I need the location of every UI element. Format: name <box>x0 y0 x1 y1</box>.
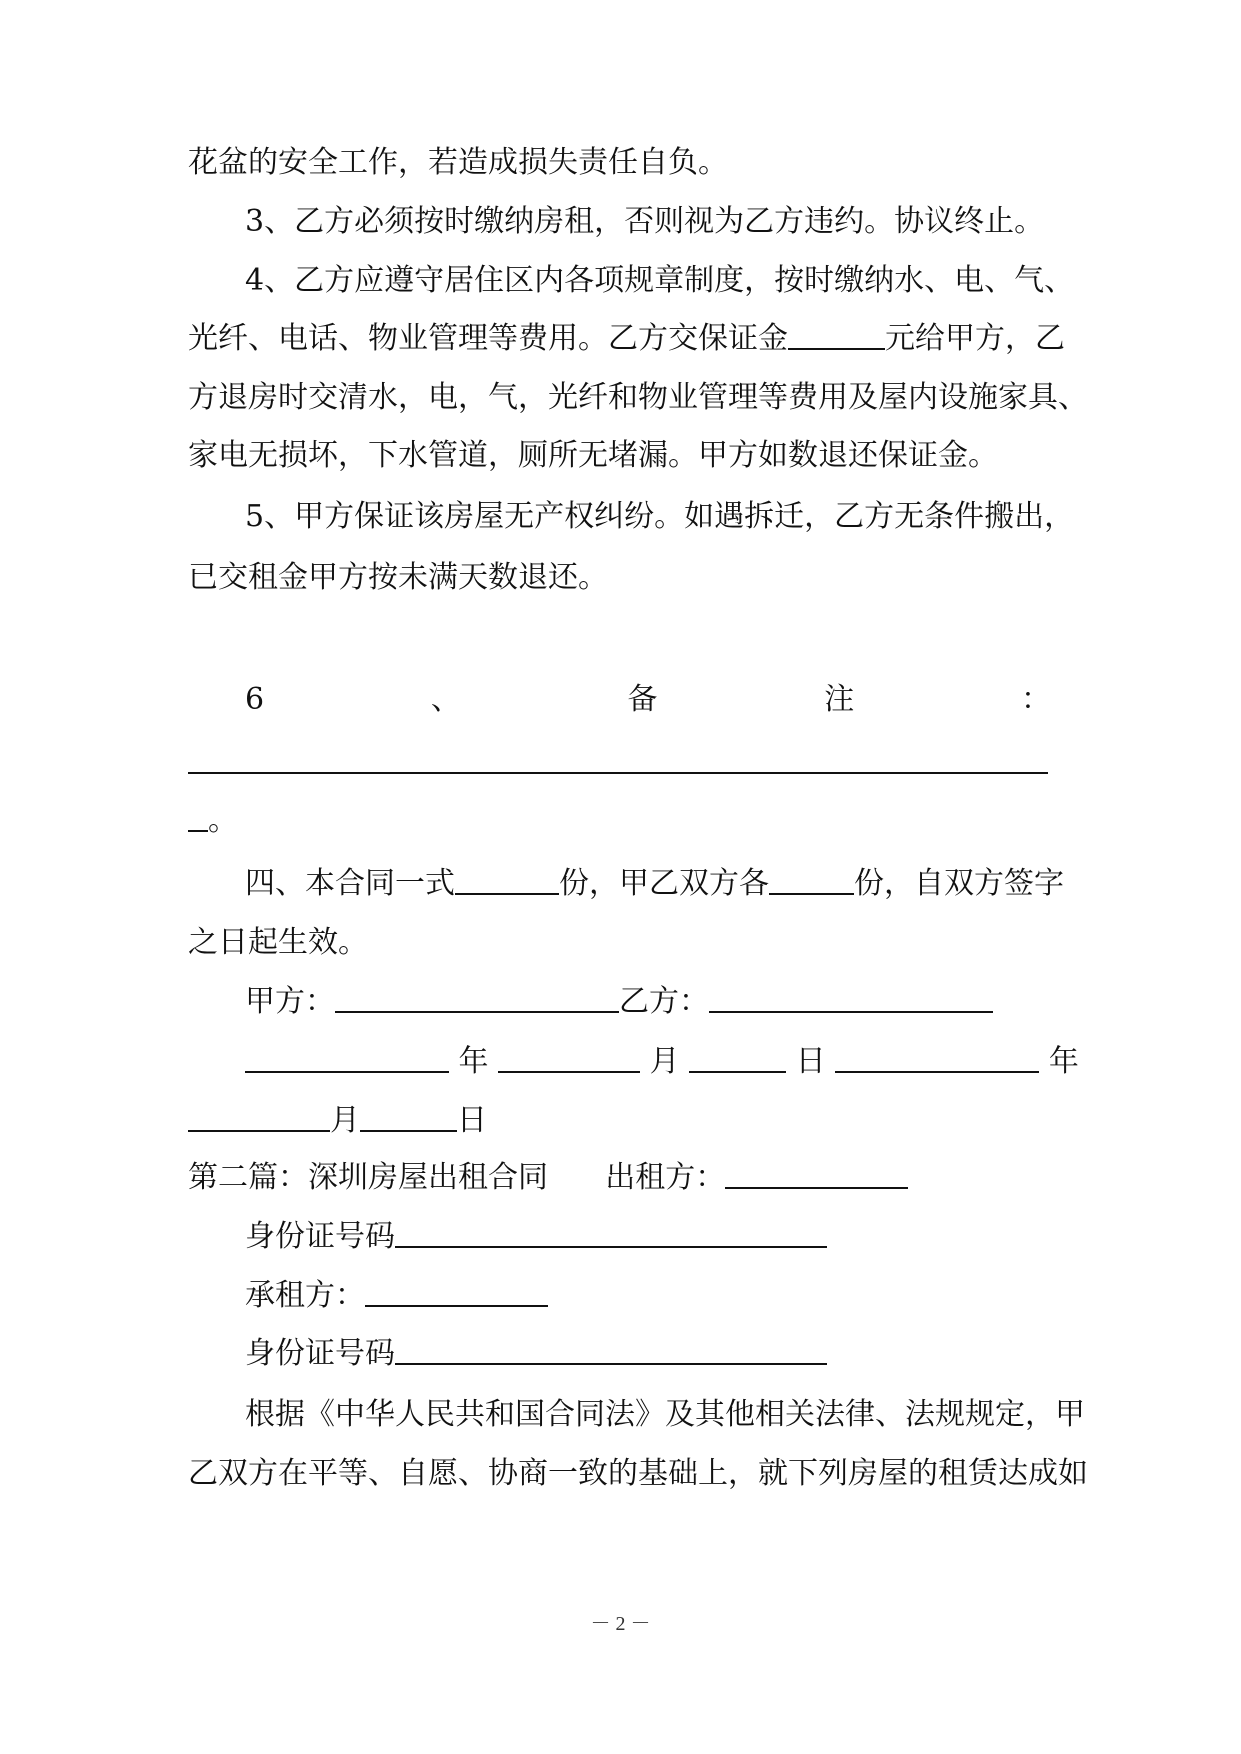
date-line <box>245 1038 1079 1086</box>
paragraph-line <box>188 315 1065 363</box>
copies-blank <box>455 892 559 895</box>
text: 乙方： <box>619 984 709 1019</box>
month-blank <box>498 1070 640 1073</box>
id-number-blank <box>395 1245 827 1248</box>
text: 出租方： <box>605 1160 726 1195</box>
day-blank <box>360 1129 457 1132</box>
paragraph-line <box>245 1213 1053 1261</box>
month-blank <box>188 1129 330 1132</box>
paragraph-line <box>188 797 1053 845</box>
paragraph-line <box>188 1450 1088 1498</box>
remarks-heading <box>245 676 1051 724</box>
text: 乙双方在平等、自愿、协商一致的基础上，就下列房屋的租赁达成如 <box>188 1456 1088 1491</box>
year-blank <box>245 1070 449 1073</box>
text: 身份证号码 <box>245 1336 395 1371</box>
section-title: 第二篇：深圳房屋出租合同 <box>188 1160 548 1195</box>
lessor-blank <box>725 1186 908 1189</box>
text: 四、本合同一式 <box>245 866 455 901</box>
copies-each-blank <box>769 892 854 895</box>
paragraph-line <box>245 1391 1085 1439</box>
text: 已交租金甲方按未满天数退还。 <box>188 560 608 595</box>
text: 6 <box>245 682 265 717</box>
text: 家电无损坏，下水管道，厕所无堵漏。甲方如数退还保证金。 <box>188 438 998 473</box>
paragraph-line <box>245 198 1053 246</box>
paragraph-line <box>245 1330 1053 1378</box>
text: 备 <box>627 682 658 717</box>
text: 承租方： <box>245 1278 365 1313</box>
section-heading-line <box>188 1154 1053 1202</box>
paragraph-line <box>188 554 1053 602</box>
deposit-blank <box>788 347 885 350</box>
paragraph-line <box>245 1272 1053 1320</box>
text: 根据《中华人民共和国合同法》及其他相关法律、法规规定，甲 <box>245 1397 1085 1432</box>
text: 、 <box>430 682 461 717</box>
party-b-blank <box>709 1010 993 1013</box>
paragraph-line <box>188 139 1053 187</box>
text: 注 <box>824 682 855 717</box>
text: ： <box>1020 682 1051 717</box>
paragraph-line <box>188 432 1053 480</box>
signature-line <box>245 978 1053 1026</box>
text: 3、乙方必须按时缴纳房租，否则视为乙方违约。协议终止。 <box>245 204 1045 239</box>
paragraph-line <box>245 257 1075 305</box>
text: 元给甲方，乙 <box>885 321 1065 356</box>
day-blank <box>689 1070 786 1073</box>
lessee-blank <box>365 1304 548 1307</box>
text: 4、乙方应遵守居住区内各项规章制度，按时缴纳水、电、气、 <box>245 263 1075 298</box>
text: 5、甲方保证该房屋无产权纠纷。如遇拆迁，乙方无条件搬出， <box>245 499 1075 534</box>
text: 月 <box>330 1103 360 1138</box>
paragraph-line <box>188 374 1088 422</box>
text: 花盆的安全工作，若造成损失责任自负。 <box>188 145 728 180</box>
text: 份，自双方签字 <box>854 866 1064 901</box>
text: 甲方： <box>245 984 335 1019</box>
text: 月 <box>649 1044 680 1079</box>
page-number: － 2 － <box>590 1613 651 1635</box>
party-a-blank <box>335 1010 619 1013</box>
paragraph-line <box>245 860 1064 908</box>
remarks-blank-line <box>188 739 1053 787</box>
text: 。 <box>208 803 238 838</box>
text: 方退房时交清水，电，气，光纤和物业管理等费用及屋内设施家具、 <box>188 380 1088 415</box>
id-number-blank <box>395 1362 827 1365</box>
text: 之日起生效。 <box>188 925 368 960</box>
text: 年 <box>1048 1044 1079 1079</box>
remarks-blank-end <box>188 829 208 832</box>
paragraph-line <box>188 919 1053 967</box>
text: 日 <box>457 1103 487 1138</box>
remarks-blank <box>188 771 1048 774</box>
text: 份，甲乙双方各 <box>559 866 769 901</box>
text: 日 <box>795 1044 826 1079</box>
year-blank <box>835 1070 1039 1073</box>
text: 光纤、电话、物业管理等费用。乙方交保证金 <box>188 321 788 356</box>
text: 年 <box>458 1044 489 1079</box>
date-line <box>188 1097 1053 1145</box>
text: 身份证号码 <box>245 1219 395 1254</box>
paragraph-line <box>245 493 1075 541</box>
